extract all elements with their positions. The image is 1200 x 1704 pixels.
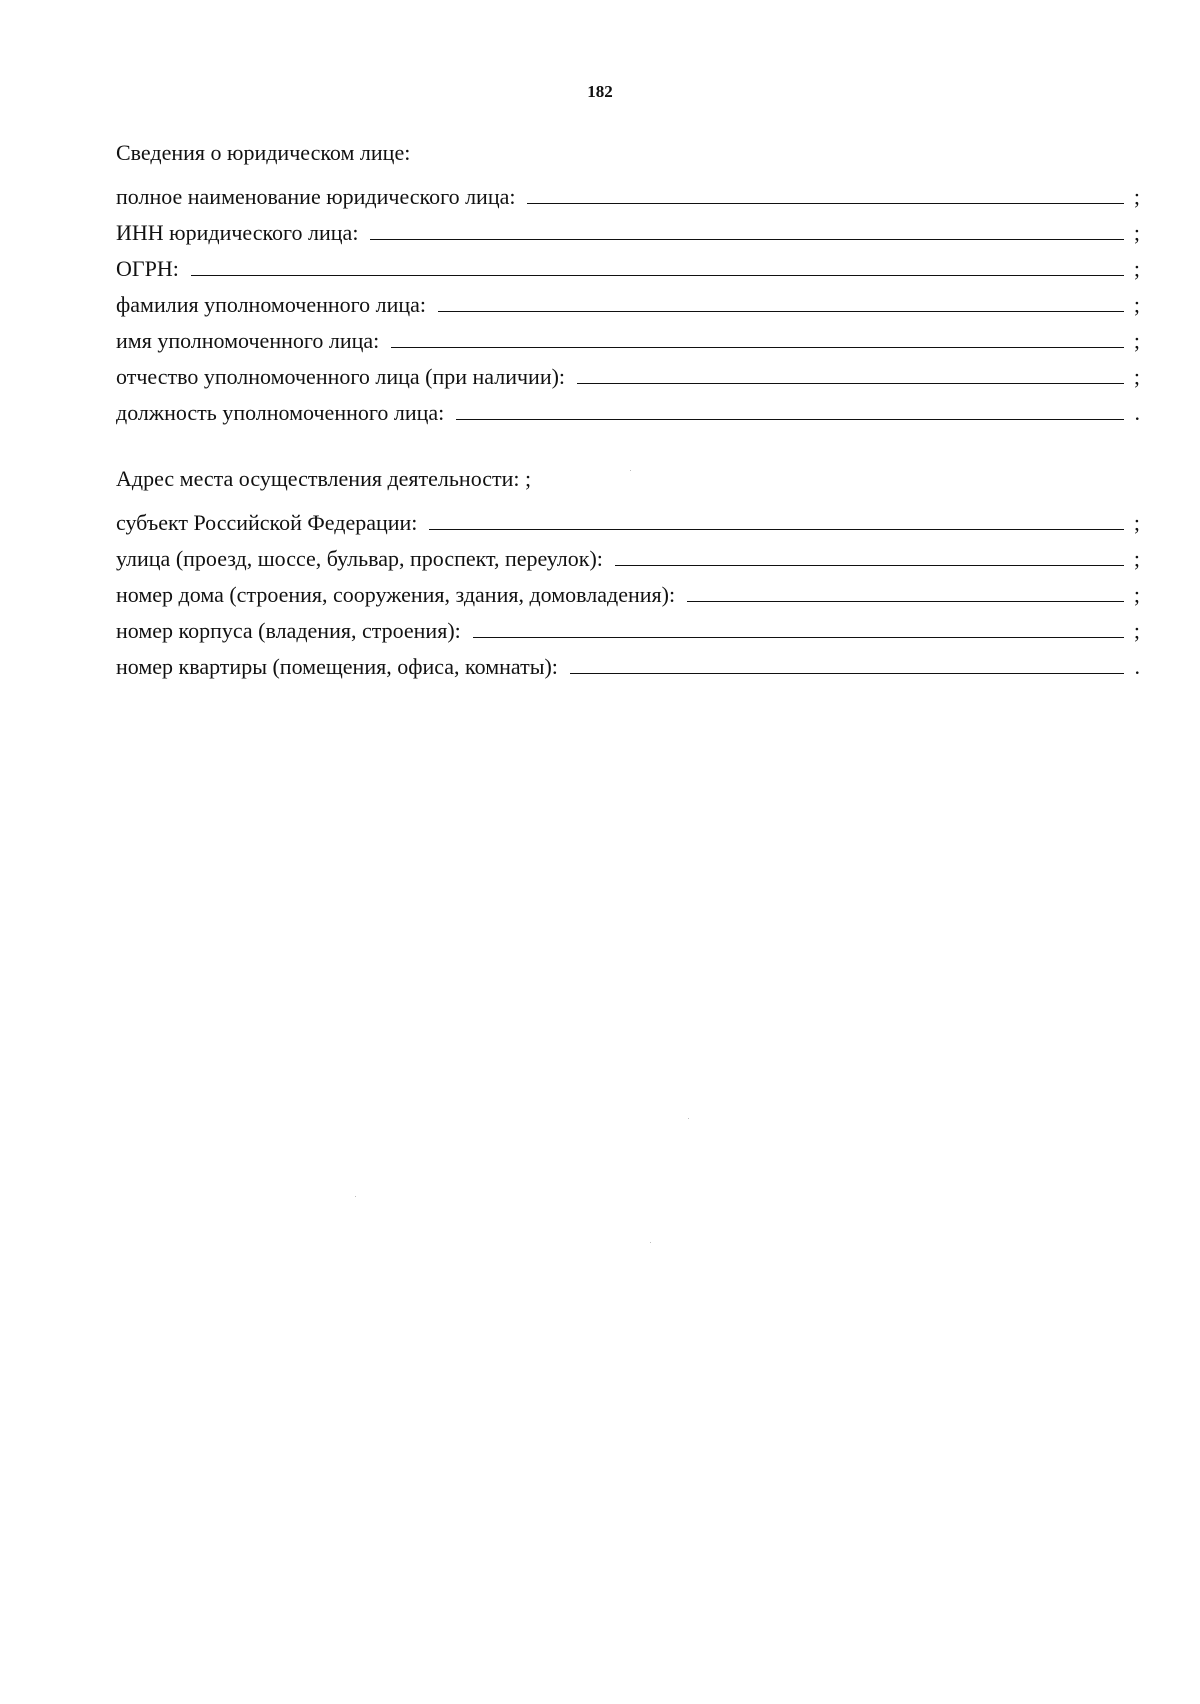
scan-speck [688,1118,689,1119]
field-label-street: улица (проезд, шоссе, бульвар, проспект, переулок): [116,546,603,571]
field-row-region [116,501,1140,537]
field-punct: ; [1133,582,1140,607]
inn-input[interactable] [370,215,1124,240]
field-row-surname [116,283,1140,319]
scan-speck [650,1242,651,1243]
field-label-inn: ИНН юридического лица: [116,220,359,245]
field-row-building [116,609,1140,645]
position-input[interactable] [456,395,1124,420]
field-row-position [116,391,1140,427]
field-label-patronymic: отчество уполномоченного лица (при наличии): [116,364,566,389]
building-number-input[interactable] [473,613,1124,638]
field-punct: ; [1133,510,1140,535]
address-heading: Адрес места осуществления деятельности: ; [116,466,532,491]
page-number: 182 [587,82,613,101]
legal-entity-section [116,139,1140,427]
field-row-apartment [116,645,1140,681]
field-label-house: номер дома (строения, сооружения, здания, домовладения): [116,582,676,607]
scan-speck [355,1196,356,1197]
field-label-surname: фамилия уполномоченного лица: [116,292,427,317]
field-row-ogrn [116,247,1140,283]
field-row-house [116,573,1140,609]
field-row-patronymic [116,355,1140,391]
field-punct: . [1134,654,1140,679]
apartment-number-input[interactable] [570,649,1124,674]
field-label-region: субъект Российской Федерации: [116,510,418,535]
house-number-input[interactable] [687,577,1124,602]
field-row-inn [116,211,1140,247]
address-section [116,465,1140,681]
field-punct: ; [1133,220,1140,245]
field-punct: ; [1133,256,1140,281]
field-row-first-name [116,319,1140,355]
first-name-input[interactable] [391,323,1124,348]
full-name-input[interactable] [527,179,1124,204]
patronymic-input[interactable] [577,359,1124,384]
field-label-position: должность уполномоченного лица: [116,400,445,425]
field-punct: . [1134,400,1140,425]
field-row-street [116,537,1140,573]
field-label-building: номер корпуса (владения, строения): [116,618,461,643]
field-row-full-name [116,175,1140,211]
field-label-full-name: полное наименование юридического лица: [116,184,516,209]
field-punct: ; [1133,328,1140,353]
field-punct: ; [1133,292,1140,317]
field-punct: ; [1133,546,1140,571]
legal-entity-heading: Сведения о юридическом лице: [116,140,411,165]
street-input[interactable] [615,541,1124,566]
region-input[interactable] [429,505,1124,530]
field-punct: ; [1133,184,1140,209]
surname-input[interactable] [438,287,1124,312]
ogrn-input[interactable] [191,251,1124,276]
field-punct: ; [1133,364,1140,389]
field-label-first-name: имя уполномоченного лица: [116,328,380,353]
field-punct: ; [1133,618,1140,643]
scan-speck [630,470,631,471]
field-label-apartment: номер квартиры (помещения, офиса, комнаты): [116,654,558,679]
field-label-ogrn: ОГРН: [116,256,179,281]
